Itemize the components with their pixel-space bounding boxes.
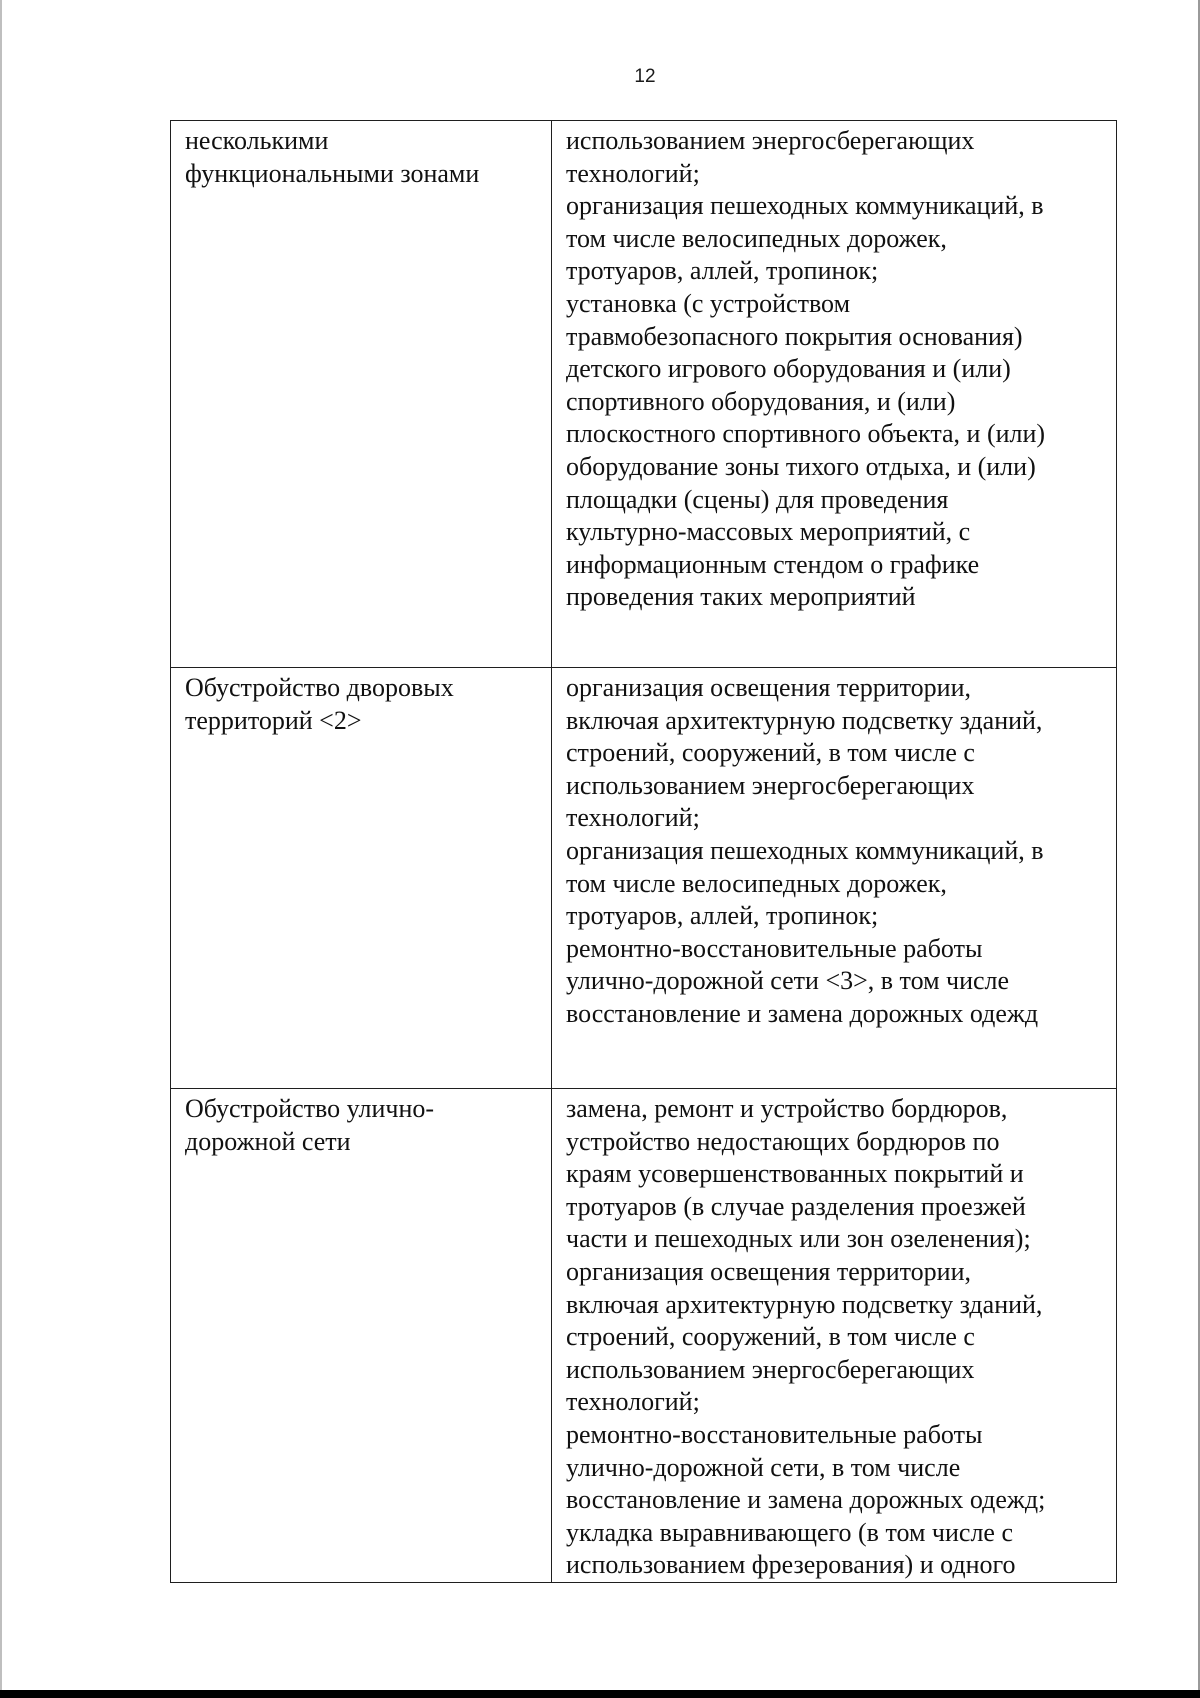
cell-line: организация освещения территории, [566,673,971,702]
cell-line: территорий <2> [185,705,362,735]
cell-line: улично-дорожной сети, в том числе [566,1452,961,1482]
cell-line: организация пешеходных коммуникаций, в [566,191,1044,221]
table-cell-works [552,668,1117,1089]
scan-left-edge [0,0,2,1698]
cell-line: восстановление и замена дорожных одежд; [566,1485,1046,1515]
table-cell-works [552,121,1117,668]
cell-line: строений, сооружений, в том числе с [566,1322,975,1352]
cell-line: Обустройство улично- [185,1094,435,1123]
cell-line: части и пешеходных или зон озеленения); [566,1224,1031,1254]
table-row [171,668,1117,1089]
cell-line: использованием энергосберегающих [566,126,975,155]
cell-line: плоскостного спортивного объекта, и (или) [566,419,1046,449]
cell-line: установка (с устройством [566,288,851,318]
cell-line: технологий; [566,1387,700,1417]
cell-line: организация освещения территории, [566,1256,971,1286]
cell-line: оборудование зоны тихого отдыха, и (или) [566,451,1036,481]
cell-line: технологий; [566,158,700,188]
cell-line: ремонтно-восстановительные работы [566,933,983,963]
cell-line: использованием энергосберегающих [566,1354,975,1384]
cell-line: укладка выравнивающего (в том числе с [566,1517,1014,1547]
cell-line: несколькими [185,126,329,155]
cell-line: Обустройство дворовых [185,673,454,702]
cell-line: организация пешеходных коммуникаций, в [566,835,1044,865]
cell-line: тротуаров, аллей, тропинок; [566,256,879,286]
cell-line: том числе велосипедных дорожек, [566,868,947,898]
cell-line: устройство недостающих бордюров по [566,1126,1000,1156]
measures-table [170,120,1117,1583]
cell-line: ремонтно-восстановительные работы [566,1419,983,1449]
cell-line: краям усовершенствованных покрытий и [566,1159,1024,1189]
cell-line: улично-дорожной сети <3>, в том числе [566,966,1010,996]
cell-line: использованием фрезерования) и одного [566,1550,1016,1580]
cell-line: проведения таких мероприятий [566,582,916,612]
page-number: 12 [634,66,656,87]
cell-line: включая архитектурную подсветку зданий, [566,705,1043,735]
cell-line: информационным стендом о графике [566,549,980,579]
scan-bottom-edge [0,1690,1200,1698]
cell-line: восстановление и замена дорожных одежд [566,998,1039,1028]
table-cell-object [171,1089,552,1583]
cell-line: тротуаров (в случае разделения проезжей [566,1191,1026,1221]
cell-line: площадки (сцены) для проведения [566,484,949,514]
cell-line: спортивного оборудования, и (или) [566,386,956,416]
cell-line: детского игрового оборудования и (или) [566,354,1011,384]
cell-line: культурно-массовых мероприятий, с [566,517,971,547]
table-cell-object [171,121,552,668]
table-row [171,121,1117,668]
cell-line: дорожной сети [185,1126,351,1156]
cell-line: замена, ремонт и устройство бордюров, [566,1094,1008,1123]
cell-line: травмобезопасного покрытия основания) [566,321,1023,351]
cell-line: тротуаров, аллей, тропинок; [566,901,879,931]
table-row [171,1089,1117,1583]
cell-line: использованием энергосберегающих [566,770,975,800]
cell-line: функциональными зонами [185,158,480,188]
cell-line: включая архитектурную подсветку зданий, [566,1289,1043,1319]
table-cell-object [171,668,552,1089]
cell-line: строений, сооружений, в том числе с [566,738,975,768]
table-cell-works [552,1089,1117,1583]
cell-line: том числе велосипедных дорожек, [566,223,947,253]
cell-line: технологий; [566,803,700,833]
